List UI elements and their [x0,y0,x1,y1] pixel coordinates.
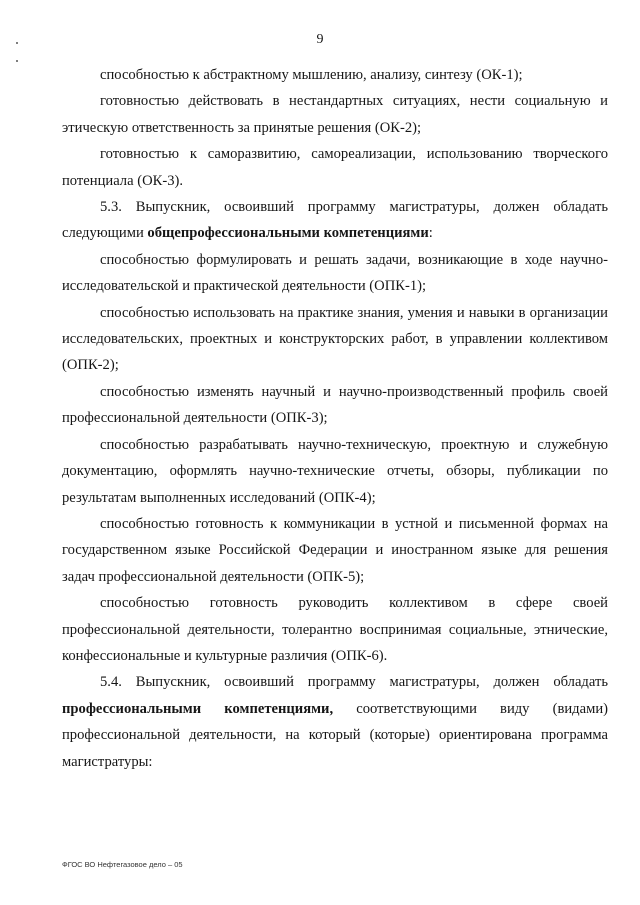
paragraph-5-4-bold: профессиональными компетенциями, [62,700,334,717]
paragraph-5-3-text: 5.3. Выпускник, освоивший программу магистратуры, должен обладать следующими [62,199,608,242]
paragraph-5-3-tail: : [428,225,433,242]
paragraph-5-4-tail: соответствующими виду (видами) профессиональной деятельности, на который (которые) ориентирована программа магистратуры: [62,700,608,770]
paragraph-opk4: способностью разрабатывать научно-техническую, проектную и служебную документацию, оформлять научно-технические отчеты, обзоры, публикации по результатам выполненных исследований (ОПК-4); [62,436,608,506]
paragraph-5-3-bold: общепрофессиональными компетенциями [147,225,429,242]
page-number: 9 [316,32,324,47]
scan-mark [16,60,18,62]
paragraph-opk1: способностью формулировать и решать задачи, возникающие в ходе научно-исследовательской и практической деятельности (ОПК-1); [62,251,608,295]
paragraph-5-4 [62,669,608,775]
paragraph-opk6: способностью готовность руководить коллективом в сфере своей профессиональной деятельности, толерантно воспринимая социальные, этнические, конфессиональные и культурные различия (ОПК-6). [62,595,608,664]
paragraph-ok1: способностью к абстрактному мышлению, анализу, синтезу (ОК-1); [100,67,523,83]
paragraph-ok2: готовностью действовать в нестандартных ситуациях, нести социальную и этическую ответственность за принятые решения (ОК-2); [62,93,608,136]
paragraph-5-4-text: 5.4. Выпускник, освоивший программу магистратуры, должен обладать [100,674,608,691]
paragraph-opk3: способностью изменять научный и научно-производственный профиль своей профессиональной деятельности (ОПК-3); [62,383,608,427]
document-body [62,62,608,775]
paragraph-5-3 [62,194,608,247]
paragraph-opk5: способностью готовность к коммуникации в устной и письменной формах на государственном языке Российской Федерации и иностранном языке для решения задач профессиональной деятельности (ОПК-5); [62,515,608,585]
paragraph-ok3: готовностью к саморазвитию, самореализации, использованию творческого потенциала (ОК-3). [62,146,608,189]
paragraph-opk2: способностью использовать на практике знания, умения и навыки в организации исследовательских, проектных и конструкторских работ, в управлении коллективом (ОПК-2); [62,304,608,374]
footer-text: ФГОС ВО Нефтегазовое дело – 05 [62,860,183,869]
